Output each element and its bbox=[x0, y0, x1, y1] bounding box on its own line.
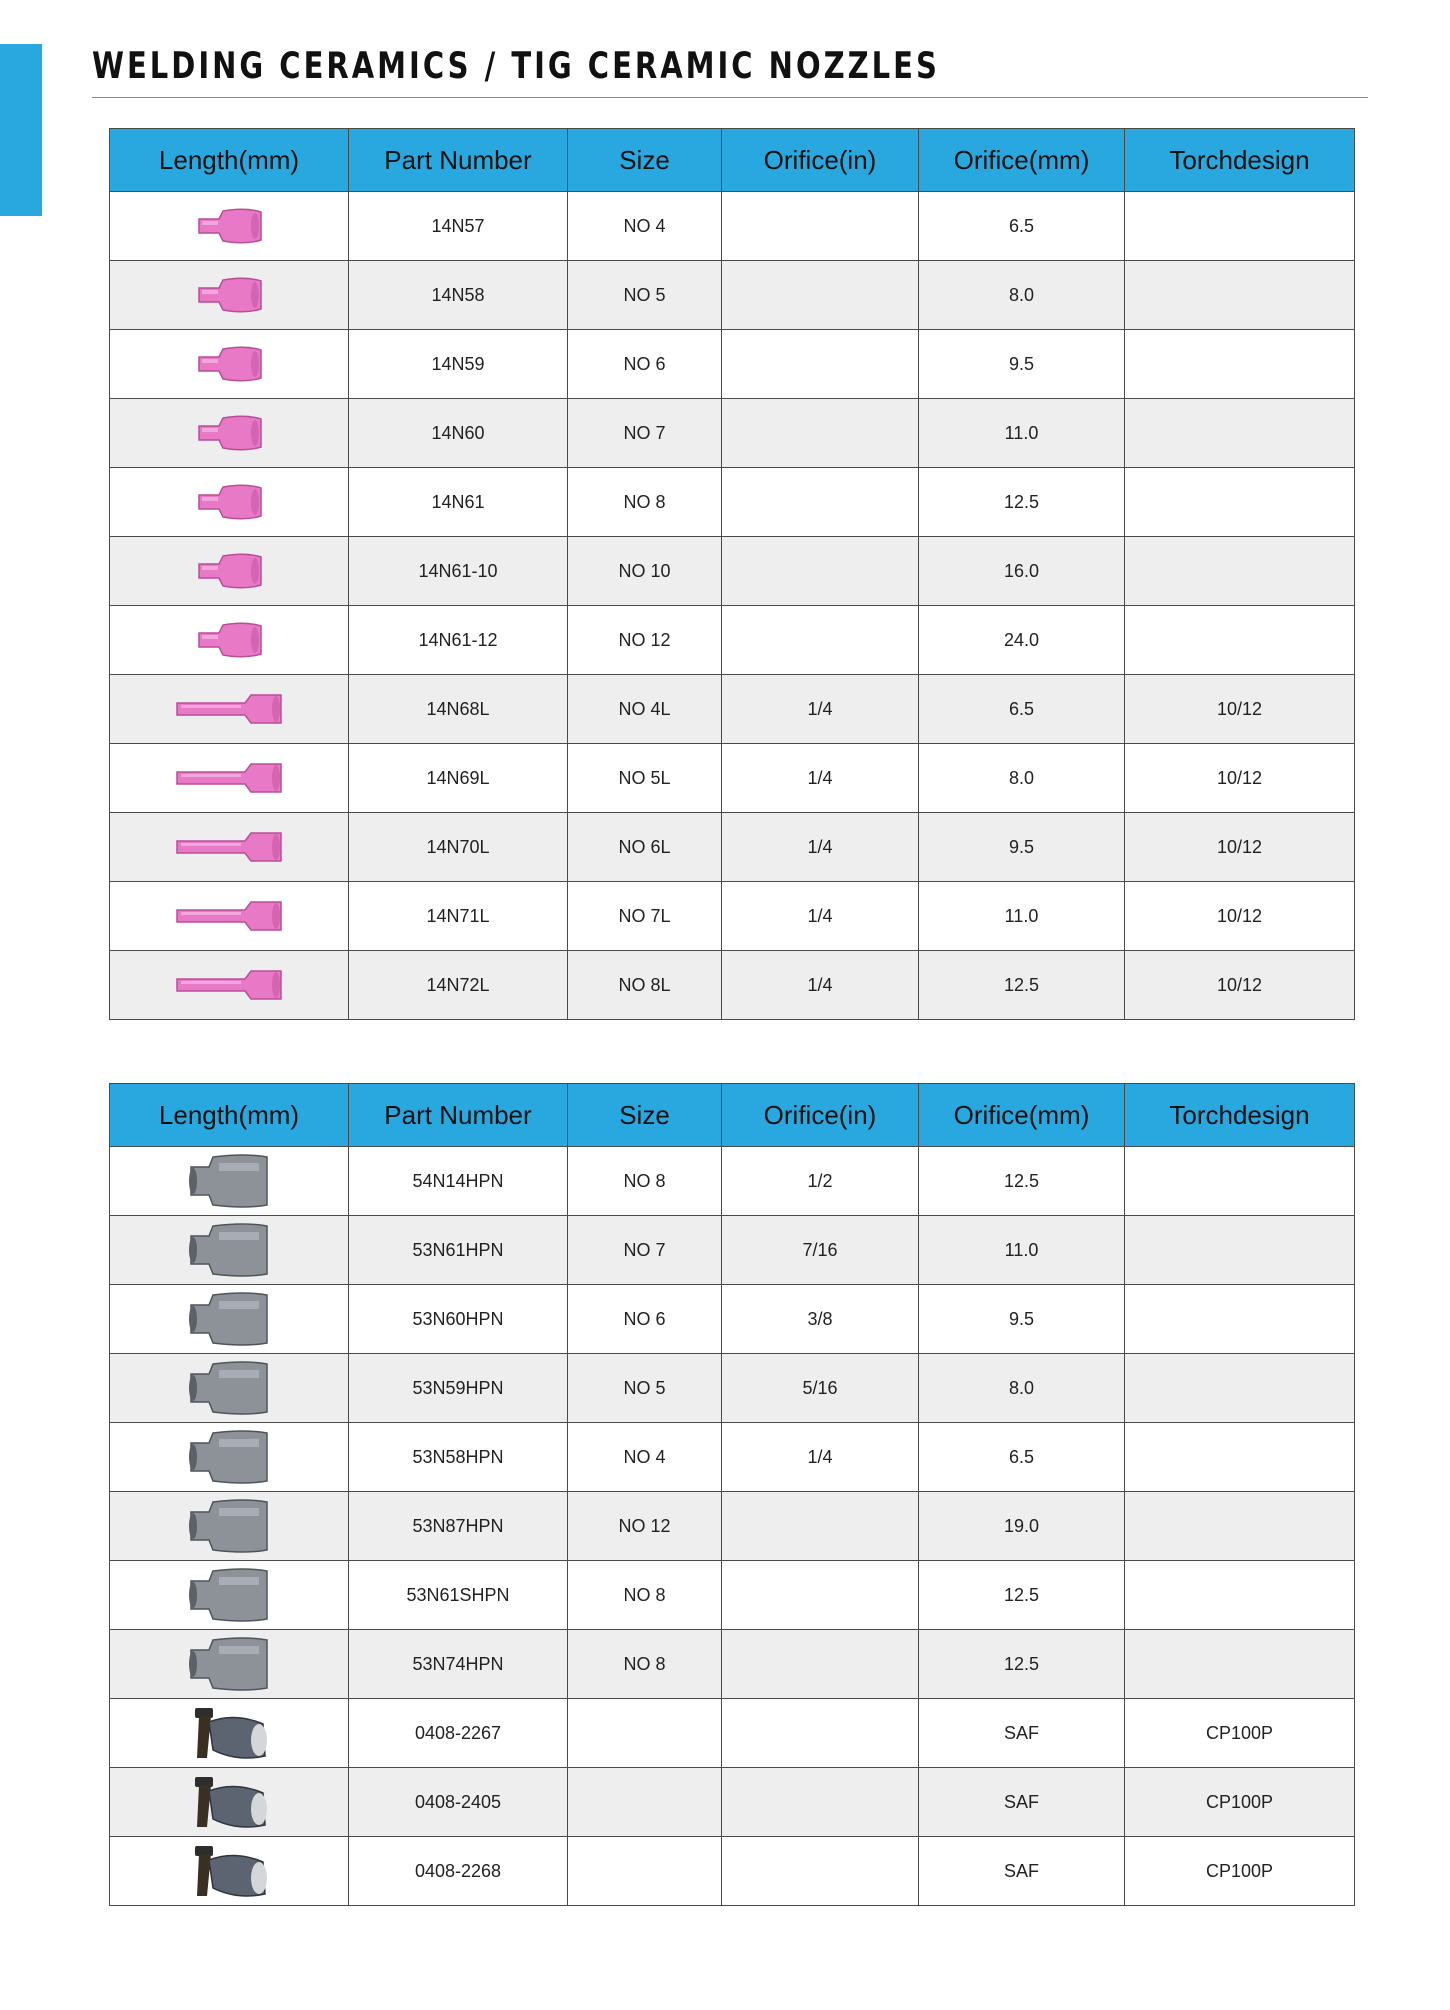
nozzle-image-cell bbox=[110, 675, 349, 744]
size-cell bbox=[568, 1699, 722, 1768]
table-row bbox=[110, 468, 1355, 537]
torchdesign-cell bbox=[1125, 1285, 1355, 1354]
orifice-in-cell: 1/4 bbox=[722, 813, 919, 882]
orifice-mm-cell: SAF bbox=[919, 1699, 1125, 1768]
size-cell: NO 10 bbox=[568, 537, 722, 606]
pink-nozzle-long-icon bbox=[110, 758, 348, 798]
orifice-mm-cell: 12.5 bbox=[919, 468, 1125, 537]
torchdesign-cell: 10/12 bbox=[1125, 882, 1355, 951]
nozzle-image-cell bbox=[110, 1699, 349, 1768]
torchdesign-cell bbox=[1125, 468, 1355, 537]
orifice-in-cell bbox=[722, 1561, 919, 1630]
nozzle-image-cell bbox=[110, 192, 349, 261]
table-header-row bbox=[110, 129, 1355, 192]
orifice-mm-cell: 19.0 bbox=[919, 1492, 1125, 1561]
orifice-mm-cell: 8.0 bbox=[919, 1354, 1125, 1423]
table-row bbox=[110, 1147, 1355, 1216]
table-row bbox=[110, 537, 1355, 606]
size-cell: NO 5 bbox=[568, 261, 722, 330]
orifice-in-cell bbox=[722, 399, 919, 468]
table-row bbox=[110, 1768, 1355, 1837]
table-row bbox=[110, 330, 1355, 399]
nozzle-image-cell bbox=[110, 261, 349, 330]
nozzle-image-cell bbox=[110, 1216, 349, 1285]
torchdesign-cell bbox=[1125, 1147, 1355, 1216]
header-orifice-mm: Orifice(mm) bbox=[919, 129, 1125, 192]
orifice-in-cell bbox=[722, 1837, 919, 1906]
orifice-mm-cell: 9.5 bbox=[919, 330, 1125, 399]
torchdesign-cell bbox=[1125, 1492, 1355, 1561]
nozzle-image-cell bbox=[110, 1768, 349, 1837]
torchdesign-cell bbox=[1125, 1354, 1355, 1423]
torchdesign-cell bbox=[1125, 537, 1355, 606]
part-number-cell: 53N74HPN bbox=[349, 1630, 568, 1699]
grey-nozzle-icon bbox=[110, 1636, 348, 1692]
size-cell: NO 5L bbox=[568, 744, 722, 813]
orifice-in-cell: 1/4 bbox=[722, 882, 919, 951]
table-row bbox=[110, 606, 1355, 675]
nozzle-image-cell bbox=[110, 1285, 349, 1354]
pink-nozzle-table bbox=[109, 128, 1355, 1020]
orifice-in-cell: 7/16 bbox=[722, 1216, 919, 1285]
orifice-mm-cell: 12.5 bbox=[919, 951, 1125, 1020]
grey-nozzle-icon bbox=[110, 1498, 348, 1554]
torch-nozzle-icon bbox=[110, 1702, 348, 1764]
orifice-mm-cell: 12.5 bbox=[919, 1147, 1125, 1216]
torchdesign-cell bbox=[1125, 330, 1355, 399]
size-cell: NO 6L bbox=[568, 813, 722, 882]
part-number-cell: 14N58 bbox=[349, 261, 568, 330]
table-row bbox=[110, 675, 1355, 744]
part-number-cell: 14N61-10 bbox=[349, 537, 568, 606]
size-cell: NO 6 bbox=[568, 330, 722, 399]
grey-nozzle-icon bbox=[110, 1360, 348, 1416]
size-cell: NO 7L bbox=[568, 882, 722, 951]
orifice-in-cell bbox=[722, 468, 919, 537]
table-row bbox=[110, 951, 1355, 1020]
part-number-cell: 14N70L bbox=[349, 813, 568, 882]
grey-nozzle-icon bbox=[110, 1567, 348, 1623]
orifice-in-cell bbox=[722, 330, 919, 399]
size-cell: NO 7 bbox=[568, 1216, 722, 1285]
orifice-in-cell bbox=[722, 1492, 919, 1561]
part-number-cell: 53N58HPN bbox=[349, 1423, 568, 1492]
table-row bbox=[110, 1285, 1355, 1354]
torchdesign-cell: CP100P bbox=[1125, 1699, 1355, 1768]
table-row bbox=[110, 813, 1355, 882]
orifice-in-cell: 1/4 bbox=[722, 744, 919, 813]
size-cell: NO 8L bbox=[568, 951, 722, 1020]
nozzle-image-cell bbox=[110, 468, 349, 537]
torch-nozzle-icon bbox=[110, 1771, 348, 1833]
pink-nozzle-short-icon bbox=[110, 480, 348, 524]
size-cell: NO 4 bbox=[568, 192, 722, 261]
orifice-mm-cell: 16.0 bbox=[919, 537, 1125, 606]
header-length: Length(mm) bbox=[110, 1084, 349, 1147]
table-row bbox=[110, 399, 1355, 468]
nozzle-image-cell bbox=[110, 1561, 349, 1630]
orifice-mm-cell: 8.0 bbox=[919, 261, 1125, 330]
orifice-mm-cell: 9.5 bbox=[919, 1285, 1125, 1354]
nozzle-image-cell bbox=[110, 399, 349, 468]
size-cell: NO 5 bbox=[568, 1354, 722, 1423]
torchdesign-cell: 10/12 bbox=[1125, 951, 1355, 1020]
part-number-cell: 14N61 bbox=[349, 468, 568, 537]
pink-nozzle-short-icon bbox=[110, 342, 348, 386]
orifice-mm-cell: 24.0 bbox=[919, 606, 1125, 675]
size-cell bbox=[568, 1837, 722, 1906]
part-number-cell: 53N61SHPN bbox=[349, 1561, 568, 1630]
table-header-row bbox=[110, 1084, 1355, 1147]
table-row bbox=[110, 1423, 1355, 1492]
torchdesign-cell bbox=[1125, 192, 1355, 261]
size-cell: NO 8 bbox=[568, 468, 722, 537]
pink-nozzle-long-icon bbox=[110, 896, 348, 936]
header-part-number: Part Number bbox=[349, 1084, 568, 1147]
pink-nozzle-long-icon bbox=[110, 689, 348, 729]
grey-nozzle-icon bbox=[110, 1291, 348, 1347]
size-cell: NO 8 bbox=[568, 1561, 722, 1630]
nozzle-image-cell bbox=[110, 330, 349, 399]
table-row bbox=[110, 1216, 1355, 1285]
torchdesign-cell bbox=[1125, 1630, 1355, 1699]
grey-nozzle-icon bbox=[110, 1153, 348, 1209]
part-number-cell: 0408-2405 bbox=[349, 1768, 568, 1837]
size-cell: NO 12 bbox=[568, 1492, 722, 1561]
part-number-cell: 14N59 bbox=[349, 330, 568, 399]
nozzle-image-cell bbox=[110, 1492, 349, 1561]
pink-nozzle-short-icon bbox=[110, 618, 348, 662]
size-cell: NO 7 bbox=[568, 399, 722, 468]
table-row bbox=[110, 1837, 1355, 1906]
torchdesign-cell bbox=[1125, 1561, 1355, 1630]
pink-nozzle-short-icon bbox=[110, 273, 348, 317]
pink-nozzle-short-icon bbox=[110, 204, 348, 248]
table-row bbox=[110, 192, 1355, 261]
pink-nozzle-short-icon bbox=[110, 549, 348, 593]
orifice-in-cell: 3/8 bbox=[722, 1285, 919, 1354]
header-orifice-mm: Orifice(mm) bbox=[919, 1084, 1125, 1147]
orifice-in-cell bbox=[722, 1630, 919, 1699]
nozzle-image-cell bbox=[110, 1423, 349, 1492]
torchdesign-cell bbox=[1125, 1216, 1355, 1285]
pink-nozzle-short-icon bbox=[110, 411, 348, 455]
nozzle-image-cell bbox=[110, 1354, 349, 1423]
header-torchdesign: Torchdesign bbox=[1125, 1084, 1355, 1147]
orifice-mm-cell: 6.5 bbox=[919, 1423, 1125, 1492]
header-size: Size bbox=[568, 1084, 722, 1147]
part-number-cell: 53N60HPN bbox=[349, 1285, 568, 1354]
size-cell: NO 4 bbox=[568, 1423, 722, 1492]
table-row bbox=[110, 1492, 1355, 1561]
page-title: WELDING CERAMICS / TIG CERAMIC NOZZLES bbox=[92, 44, 940, 87]
part-number-cell: 14N68L bbox=[349, 675, 568, 744]
orifice-mm-cell: 8.0 bbox=[919, 744, 1125, 813]
table-row bbox=[110, 1354, 1355, 1423]
part-number-cell: 53N59HPN bbox=[349, 1354, 568, 1423]
part-number-cell: 14N57 bbox=[349, 192, 568, 261]
orifice-mm-cell: SAF bbox=[919, 1837, 1125, 1906]
orifice-in-cell: 1/4 bbox=[722, 675, 919, 744]
table-row bbox=[110, 261, 1355, 330]
nozzle-image-cell bbox=[110, 1147, 349, 1216]
part-number-cell: 14N69L bbox=[349, 744, 568, 813]
section-tab bbox=[0, 44, 42, 216]
part-number-cell: 14N71L bbox=[349, 882, 568, 951]
orifice-in-cell bbox=[722, 261, 919, 330]
nozzle-image-cell bbox=[110, 1837, 349, 1906]
table-row bbox=[110, 1699, 1355, 1768]
torchdesign-cell bbox=[1125, 1423, 1355, 1492]
nozzle-image-cell bbox=[110, 813, 349, 882]
torchdesign-cell bbox=[1125, 606, 1355, 675]
nozzle-image-cell bbox=[110, 951, 349, 1020]
part-number-cell: 0408-2268 bbox=[349, 1837, 568, 1906]
nozzle-image-cell bbox=[110, 882, 349, 951]
torchdesign-cell bbox=[1125, 399, 1355, 468]
nozzle-image-cell bbox=[110, 606, 349, 675]
orifice-mm-cell: 6.5 bbox=[919, 675, 1125, 744]
torchdesign-cell: 10/12 bbox=[1125, 813, 1355, 882]
orifice-mm-cell: 6.5 bbox=[919, 192, 1125, 261]
part-number-cell: 14N60 bbox=[349, 399, 568, 468]
part-number-cell: 0408-2267 bbox=[349, 1699, 568, 1768]
orifice-in-cell: 5/16 bbox=[722, 1354, 919, 1423]
table-row bbox=[110, 1630, 1355, 1699]
table-row bbox=[110, 882, 1355, 951]
orifice-mm-cell: 12.5 bbox=[919, 1630, 1125, 1699]
part-number-cell: 53N61HPN bbox=[349, 1216, 568, 1285]
header-length: Length(mm) bbox=[110, 129, 349, 192]
torchdesign-cell: CP100P bbox=[1125, 1768, 1355, 1837]
nozzle-image-cell bbox=[110, 1630, 349, 1699]
torchdesign-cell: CP100P bbox=[1125, 1837, 1355, 1906]
header-part-number: Part Number bbox=[349, 129, 568, 192]
size-cell bbox=[568, 1768, 722, 1837]
orifice-mm-cell: 11.0 bbox=[919, 1216, 1125, 1285]
orifice-in-cell bbox=[722, 606, 919, 675]
orifice-in-cell bbox=[722, 1699, 919, 1768]
table-row bbox=[110, 1561, 1355, 1630]
grey-nozzle-icon bbox=[110, 1222, 348, 1278]
orifice-in-cell: 1/4 bbox=[722, 1423, 919, 1492]
part-number-cell: 14N61-12 bbox=[349, 606, 568, 675]
part-number-cell: 14N72L bbox=[349, 951, 568, 1020]
part-number-cell: 54N14HPN bbox=[349, 1147, 568, 1216]
part-number-cell: 53N87HPN bbox=[349, 1492, 568, 1561]
header-torchdesign: Torchdesign bbox=[1125, 129, 1355, 192]
pink-nozzle-long-icon bbox=[110, 827, 348, 867]
size-cell: NO 8 bbox=[568, 1147, 722, 1216]
orifice-in-cell bbox=[722, 192, 919, 261]
title-divider bbox=[92, 97, 1368, 98]
orifice-mm-cell: 12.5 bbox=[919, 1561, 1125, 1630]
orifice-in-cell: 1/4 bbox=[722, 951, 919, 1020]
grey-nozzle-table bbox=[109, 1083, 1355, 1906]
orifice-mm-cell: 9.5 bbox=[919, 813, 1125, 882]
orifice-in-cell: 1/2 bbox=[722, 1147, 919, 1216]
orifice-in-cell bbox=[722, 1768, 919, 1837]
size-cell: NO 12 bbox=[568, 606, 722, 675]
orifice-in-cell bbox=[722, 537, 919, 606]
header-orifice-in: Orifice(in) bbox=[722, 129, 919, 192]
torch-nozzle-icon bbox=[110, 1840, 348, 1902]
size-cell: NO 4L bbox=[568, 675, 722, 744]
header-size: Size bbox=[568, 129, 722, 192]
nozzle-image-cell bbox=[110, 537, 349, 606]
orifice-mm-cell: 11.0 bbox=[919, 399, 1125, 468]
orifice-mm-cell: 11.0 bbox=[919, 882, 1125, 951]
torchdesign-cell: 10/12 bbox=[1125, 744, 1355, 813]
size-cell: NO 8 bbox=[568, 1630, 722, 1699]
header-orifice-in: Orifice(in) bbox=[722, 1084, 919, 1147]
table-row bbox=[110, 744, 1355, 813]
grey-nozzle-icon bbox=[110, 1429, 348, 1485]
size-cell: NO 6 bbox=[568, 1285, 722, 1354]
torchdesign-cell: 10/12 bbox=[1125, 675, 1355, 744]
orifice-mm-cell: SAF bbox=[919, 1768, 1125, 1837]
pink-nozzle-long-icon bbox=[110, 965, 348, 1005]
torchdesign-cell bbox=[1125, 261, 1355, 330]
nozzle-image-cell bbox=[110, 744, 349, 813]
